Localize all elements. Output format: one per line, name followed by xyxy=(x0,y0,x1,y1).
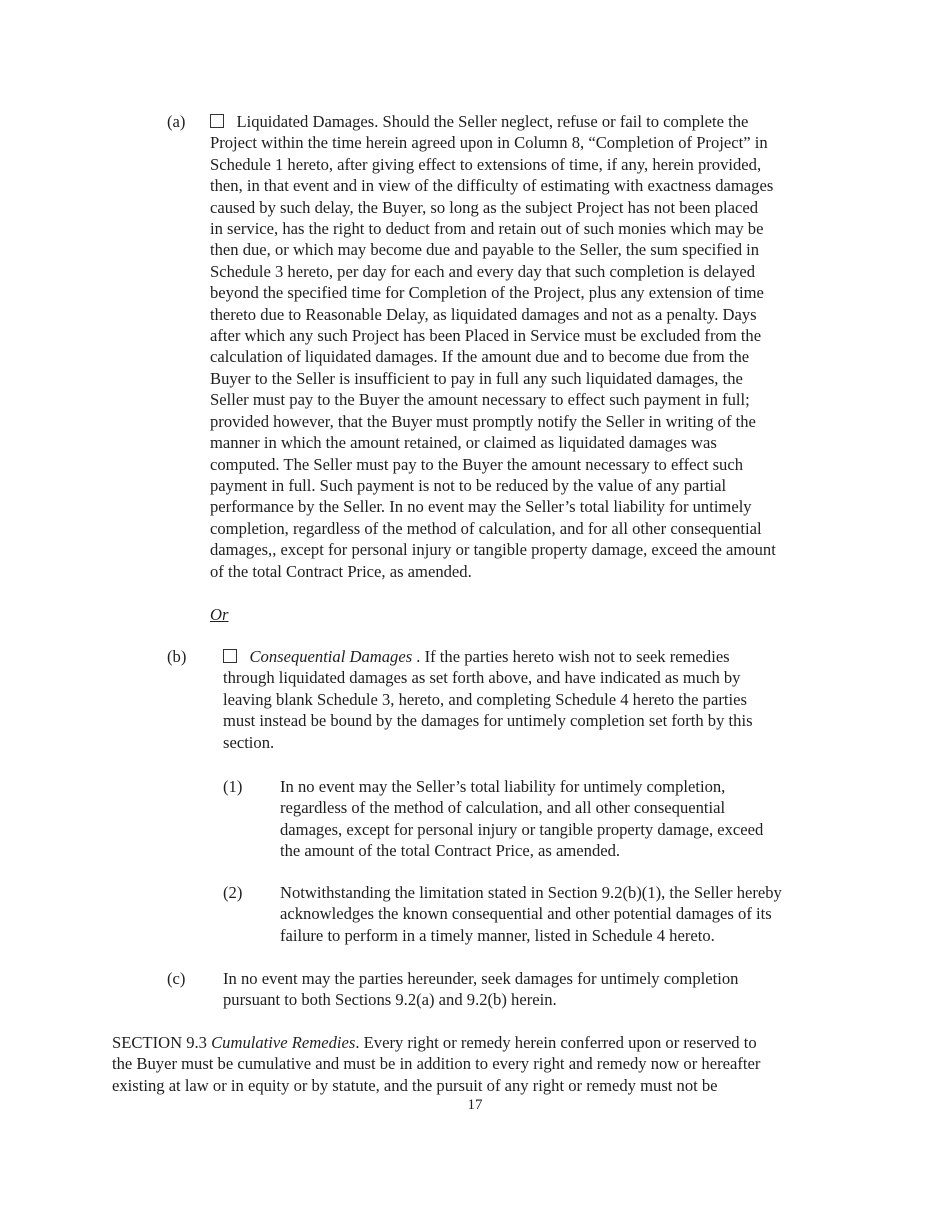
section-a-line: completion, regardless of the method of calculation, and for all other consequential xyxy=(210,518,762,538)
section-a-line: then, in that event and in view of the difficulty of estimating with exactness damages xyxy=(210,176,774,196)
section-a-line: Schedule 3 hereto, per day for each and every day that such completion is delayed xyxy=(210,261,756,281)
section-a-line: provided however, that the Buyer must promptly notify the Seller in writing of the xyxy=(210,411,756,431)
item-1-line: In no event may the Seller’s total liability for untimely completion, xyxy=(280,777,726,796)
section-c-label: (c) xyxy=(167,969,186,988)
item-2-line: failure to perform in a timely manner, listed in Schedule 4 hereto. xyxy=(280,925,715,945)
section-9-3-heading: SECTION 9.3 xyxy=(112,1033,212,1052)
section-9-3-line: the Buyer must be cumulative and must be in addition to every right and remedy now or hereafter xyxy=(112,1054,761,1074)
section-b-line: must instead be bound by the damages for untimely completion set forth by this xyxy=(223,711,753,731)
section-a-line: performance by the Seller. In no event may the Seller’s total liability for untimely xyxy=(210,497,752,517)
section-b-title: Consequential Damages xyxy=(249,647,413,666)
section-a-line: beyond the specified time for Completion of the Project, plus any extension of time xyxy=(210,283,764,303)
section-c-body xyxy=(223,968,863,1011)
section-b-line: section. xyxy=(223,732,275,752)
section-9-3-line-0 xyxy=(112,1032,872,1053)
section-b-first-line-rest: . If the parties hereto wish not to seek remedies xyxy=(412,647,730,666)
section-a-line: Seller must pay to the Buyer the amount necessary to effect such payment in full; xyxy=(210,390,750,410)
section-9-3-first-line-rest: . Every right or remedy herein conferred upon or reserved to xyxy=(355,1033,757,1052)
section-a-line: in service, has the right to deduct from and retain out of such monies which may be xyxy=(210,219,764,239)
section-c-line: pursuant to both Sections 9.2(a) and 9.2(b) herein. xyxy=(223,990,557,1010)
item-2-line: Notwithstanding the limitation stated in Section 9.2(b)(1), the Seller hereby xyxy=(280,883,782,902)
item-2-label: (2) xyxy=(223,883,243,902)
or-separator: Or xyxy=(210,605,229,624)
item-2-line: acknowledges the known consequential and other potential damages of its xyxy=(280,904,772,924)
section-b-line: through liquidated damages as set forth above, and have indicated as much by xyxy=(223,668,741,688)
section-a-line: Project within the time herein agreed upon in Column 8, “Completion of Project” in xyxy=(210,133,768,153)
item-2-body xyxy=(280,882,870,946)
section-9-3-body xyxy=(112,1032,872,1096)
section-9-3-line: existing at law or in equity or by statute, and the pursuit of any right or remedy must not be xyxy=(112,1075,718,1095)
item-1-line: regardless of the method of calculation, and all other consequential xyxy=(280,798,726,818)
section-a-line: Buyer to the Seller is insufficient to pay in full any such liquidated damages, the xyxy=(210,368,743,388)
section-a-line: then due, or which may become due and payable to the Seller, the sum specified in xyxy=(210,240,760,260)
item-1-label: (1) xyxy=(223,777,243,796)
section-a-label: (a) xyxy=(167,112,186,131)
section-a-line: of the total Contract Price, as amended. xyxy=(210,561,472,581)
section-9-3-title: Cumulative Remedies xyxy=(211,1033,356,1052)
section-b-label: (b) xyxy=(167,647,187,666)
section-a-line: damages,, except for personal injury or tangible property damage, exceed the amount xyxy=(210,540,776,560)
section-a-line: computed. The Seller must pay to the Buyer the amount necessary to effect such xyxy=(210,454,744,474)
section-b-body xyxy=(223,646,863,753)
section-a-line-0 xyxy=(210,111,870,132)
page-number: 17 xyxy=(467,1097,483,1113)
section-a-line: manner in which the amount retained, or claimed as liquidated damages was xyxy=(210,433,717,453)
section-c-line: In no event may the parties hereunder, seek damages for untimely completion xyxy=(223,969,739,988)
section-a-line: calculation of liquidated damages. If the amount due and to become due from the xyxy=(210,347,750,367)
section-a-first-line: Liquidated Damages. Should the Seller neglect, refuse or fail to complete the xyxy=(236,112,749,131)
section-a-line: Schedule 1 hereto, after giving effect to extensions of time, if any, herein provided, xyxy=(210,154,762,174)
item-1-body xyxy=(280,776,870,862)
section-a-line: payment in full. Such payment is not to be reduced by the value of any partial xyxy=(210,475,727,495)
section-a-line: after which any such Project has been Placed in Service must be excluded from the xyxy=(210,326,762,346)
item-1-line: the amount of the total Contract Price, as amended. xyxy=(280,841,621,861)
section-a-line: thereto due to Reasonable Delay, as liquidated damages and not as a penalty. Days xyxy=(210,304,757,324)
liquidated-damages-checkbox[interactable] xyxy=(210,114,224,128)
item-1-line: damages, except for personal injury or tangible property damage, exceed xyxy=(280,819,764,839)
section-b-line-0 xyxy=(223,646,863,667)
consequential-damages-checkbox[interactable] xyxy=(223,649,237,663)
section-a-body xyxy=(210,111,870,582)
section-b-line: leaving blank Schedule 3, hereto, and completing Schedule 4 hereto the parties xyxy=(223,689,747,709)
section-a-line: caused by such delay, the Buyer, so long as the subject Project has not been placed xyxy=(210,197,758,217)
